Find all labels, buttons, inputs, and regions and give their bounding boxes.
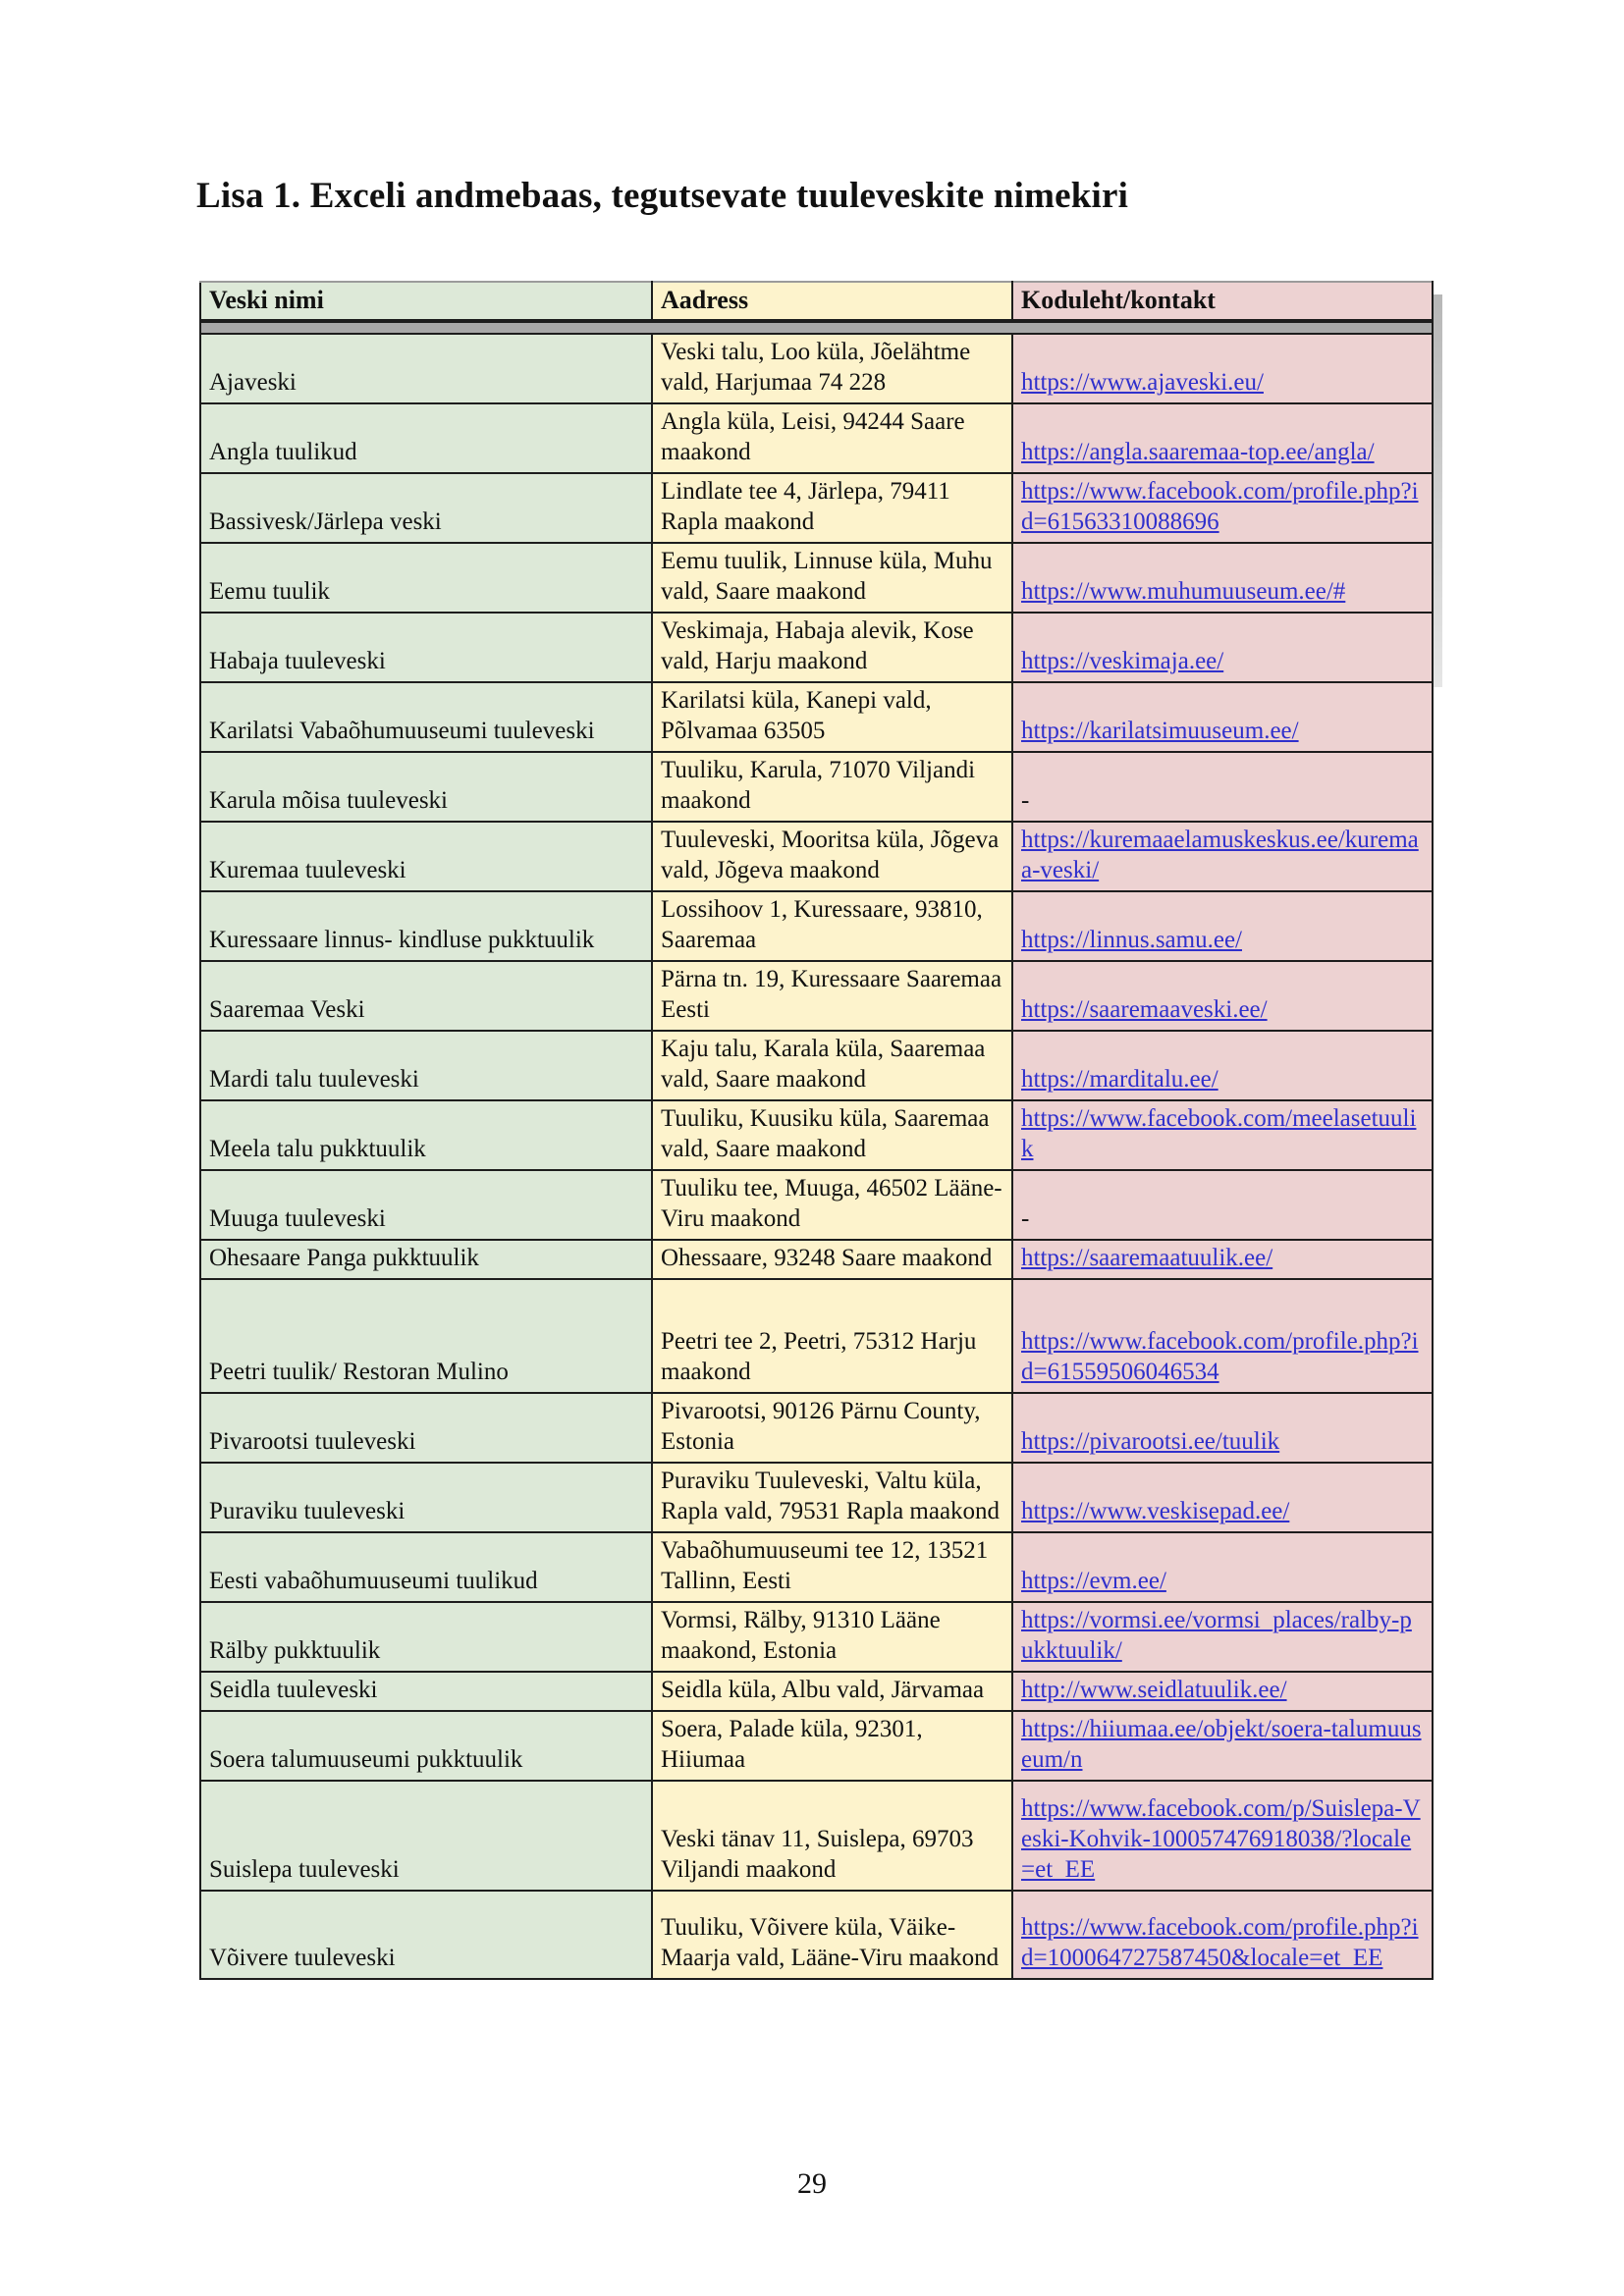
contact-link[interactable]: https://saaremaatuulik.ee/ [1021, 1245, 1273, 1271]
contact-cell [1012, 403, 1433, 473]
table-row [200, 1781, 1433, 1891]
table-row [200, 1279, 1433, 1393]
table-header-row [200, 282, 1433, 321]
contact-cell [1012, 1781, 1433, 1891]
address-cell: Puraviku Tuuleveski, Valtu küla, Rapla vald, 79531 Rapla maakond [652, 1463, 1012, 1532]
scrollbar-strip [1434, 294, 1442, 687]
contact-link[interactable]: https://marditalu.ee/ [1021, 1066, 1218, 1093]
table-row [200, 752, 1433, 822]
table-row [200, 1891, 1433, 1979]
mill-name-cell: Kuremaa tuuleveski [200, 822, 652, 891]
address-cell: Tuuliku, Kuusiku küla, Saaremaa vald, Saare maakond [652, 1100, 1012, 1170]
mill-name-cell: Suislepa tuuleveski [200, 1781, 652, 1891]
table-row [200, 613, 1433, 682]
mill-name-cell: Saaremaa Veski [200, 961, 652, 1031]
address-cell: Kaju talu, Karala küla, Saaremaa vald, Saare maakond [652, 1031, 1012, 1100]
contact-link[interactable]: https://hiiumaa.ee/objekt/soera-talumuuseum/n [1021, 1716, 1422, 1773]
table-row [200, 334, 1433, 403]
contact-cell [1012, 1279, 1433, 1393]
table-row [200, 891, 1433, 961]
address-cell: Pärna tn. 19, Kuressaare Saaremaa Eesti [652, 961, 1012, 1031]
mill-name-cell: Karilatsi Vabaõhumuuseumi tuuleveski [200, 682, 652, 752]
contact-link[interactable]: https://angla.saaremaa-top.ee/angla/ [1021, 439, 1375, 465]
address-cell: Angla küla, Leisi, 94244 Saare maakond [652, 403, 1012, 473]
mill-name-cell: Meela talu pukktuulik [200, 1100, 652, 1170]
contact-link[interactable]: https://www.facebook.com/profile.php?id=100064727587450&locale=et_EE [1021, 1914, 1419, 1971]
column-header-address: Aadress [652, 282, 1012, 321]
contact-cell [1012, 891, 1433, 961]
contact-link[interactable]: https://www.ajaveski.eu/ [1021, 369, 1264, 396]
table-row [200, 961, 1433, 1031]
contact-link[interactable]: http://www.seidlatuulik.ee/ [1021, 1677, 1287, 1703]
table-row [200, 403, 1433, 473]
mill-name-cell: Võivere tuuleveski [200, 1891, 652, 1979]
table-row [200, 1393, 1433, 1463]
contact-cell [1012, 1031, 1433, 1100]
address-cell: Eemu tuulik, Linnuse küla, Muhu vald, Saare maakond [652, 543, 1012, 613]
address-cell: Karilatsi küla, Kanepi vald, Põlvamaa 63505 [652, 682, 1012, 752]
table-row [200, 473, 1433, 543]
contact-cell [1012, 1602, 1433, 1672]
mill-name-cell: Karula mõisa tuuleveski [200, 752, 652, 822]
mill-name-cell: Kuressaare linnus- kindluse pukktuulik [200, 891, 652, 961]
contact-link[interactable]: https://saaremaaveski.ee/ [1021, 996, 1268, 1023]
address-cell: Tuuleveski, Mooritsa küla, Jõgeva vald, Jõgeva maakond [652, 822, 1012, 891]
table-container [199, 281, 1434, 1980]
address-cell: Soera, Palade küla, 92301, Hiiumaa [652, 1711, 1012, 1781]
contact-cell [1012, 1891, 1433, 1979]
table-row [200, 1170, 1433, 1240]
table-row [200, 1532, 1433, 1602]
contact-link[interactable]: https://pivarootsi.ee/tuulik [1021, 1428, 1280, 1455]
address-cell: Peetri tee 2, Peetri, 75312 Harju maakond [652, 1279, 1012, 1393]
address-cell: Vabaõhumuuseumi tee 12, 13521 Tallinn, Eesti [652, 1532, 1012, 1602]
contact-cell [1012, 682, 1433, 752]
mill-name-cell: Seidla tuuleveski [200, 1672, 652, 1711]
column-header-contact: Koduleht/kontakt [1012, 282, 1433, 321]
table-row [200, 822, 1433, 891]
contact-link[interactable]: https://vormsi.ee/vormsi_places/ralby-pukktuulik/ [1021, 1607, 1412, 1664]
contact-cell [1012, 1240, 1433, 1279]
contact-cell [1012, 473, 1433, 543]
contact-link[interactable]: https://www.facebook.com/profile.php?id=61563310088696 [1021, 478, 1419, 535]
windmill-table [199, 281, 1434, 1980]
address-cell: Lossihoov 1, Kuressaare, 93810, Saaremaa [652, 891, 1012, 961]
table-row [200, 1602, 1433, 1672]
address-cell: Tuuliku, Karula, 71070 Viljandi maakond [652, 752, 1012, 822]
contact-cell [1012, 1170, 1433, 1240]
contact-cell [1012, 543, 1433, 613]
table-row [200, 1711, 1433, 1781]
mill-name-cell: Bassivesk/Järlepa veski [200, 473, 652, 543]
table-row [200, 1240, 1433, 1279]
contact-link[interactable]: https://www.muhumuuseum.ee/# [1021, 578, 1346, 605]
address-cell: Lindlate tee 4, Järlepa, 79411 Rapla maakond [652, 473, 1012, 543]
table-row [200, 682, 1433, 752]
address-cell: Veski talu, Loo küla, Jõelähtme vald, Harjumaa 74 228 [652, 334, 1012, 403]
address-cell: Vormsi, Rälby, 91310 Lääne maakond, Estonia [652, 1602, 1012, 1672]
page-title: Lisa 1. Exceli andmebaas, tegutsevate tuuleveskite nimekiri [196, 176, 1129, 216]
frozen-pane-divider [200, 321, 1433, 334]
no-contact-dash: - [1021, 1205, 1030, 1232]
contact-link[interactable]: https://karilatsimuuseum.ee/ [1021, 718, 1299, 744]
contact-cell [1012, 961, 1433, 1031]
address-cell: Pivarootsi, 90126 Pärnu County, Estonia [652, 1393, 1012, 1463]
contact-cell [1012, 822, 1433, 891]
no-contact-dash: - [1021, 787, 1030, 814]
contact-cell [1012, 613, 1433, 682]
contact-cell [1012, 1100, 1433, 1170]
mill-name-cell: Pivarootsi tuuleveski [200, 1393, 652, 1463]
mill-name-cell: Mardi talu tuuleveski [200, 1031, 652, 1100]
contact-link[interactable]: https://veskimaja.ee/ [1021, 648, 1224, 674]
mill-name-cell: Rälby pukktuulik [200, 1602, 652, 1672]
contact-link[interactable]: https://www.facebook.com/profile.php?id=61559506046534 [1021, 1328, 1419, 1385]
mill-name-cell: Peetri tuulik/ Restoran Mulino [200, 1279, 652, 1393]
table-row [200, 1672, 1433, 1711]
mill-name-cell: Puraviku tuuleveski [200, 1463, 652, 1532]
mill-name-cell: Angla tuulikud [200, 403, 652, 473]
address-cell: Ohessaare, 93248 Saare maakond [652, 1240, 1012, 1279]
mill-name-cell: Ajaveski [200, 334, 652, 403]
address-cell: Seidla küla, Albu vald, Järvamaa [652, 1672, 1012, 1711]
table-row [200, 1100, 1433, 1170]
address-cell: Veski tänav 11, Suislepa, 69703 Viljandi maakond [652, 1781, 1012, 1891]
mill-name-cell: Eesti vabaõhumuuseumi tuulikud [200, 1532, 652, 1602]
address-cell: Tuuliku, Võivere küla, Väike-Maarja vald, Lääne-Viru maakond [652, 1891, 1012, 1979]
mill-name-cell: Soera talumuuseumi pukktuulik [200, 1711, 652, 1781]
contact-link[interactable]: https://linnus.samu.ee/ [1021, 927, 1242, 953]
contact-cell [1012, 1532, 1433, 1602]
contact-cell [1012, 334, 1433, 403]
contact-link[interactable]: https://kuremaaelamuskeskus.ee/kuremaa-veski/ [1021, 827, 1419, 883]
table-row [200, 1031, 1433, 1100]
contact-cell [1012, 752, 1433, 822]
page-number: 29 [797, 2167, 827, 2200]
contact-cell [1012, 1463, 1433, 1532]
contact-cell [1012, 1711, 1433, 1781]
contact-link[interactable]: https://www.veskisepad.ee/ [1021, 1498, 1290, 1524]
mill-name-cell: Habaja tuuleveski [200, 613, 652, 682]
contact-link[interactable]: https://www.facebook.com/p/Suislepa-Veski-Kohvik-100057476918038/?locale=et_EE [1021, 1795, 1421, 1883]
contact-link[interactable]: https://evm.ee/ [1021, 1568, 1166, 1594]
mill-name-cell: Muuga tuuleveski [200, 1170, 652, 1240]
column-header-mill-name: Veski nimi [200, 282, 652, 321]
mill-name-cell: Ohesaare Panga pukktuulik [200, 1240, 652, 1279]
contact-cell [1012, 1672, 1433, 1711]
table-row [200, 1463, 1433, 1532]
contact-link[interactable]: https://www.facebook.com/meelasetuulik [1021, 1105, 1417, 1162]
mill-name-cell: Eemu tuulik [200, 543, 652, 613]
address-cell: Veskimaja, Habaja alevik, Kose vald, Harju maakond [652, 613, 1012, 682]
table-row [200, 543, 1433, 613]
address-cell: Tuuliku tee, Muuga, 46502 Lääne-Viru maakond [652, 1170, 1012, 1240]
contact-cell [1012, 1393, 1433, 1463]
